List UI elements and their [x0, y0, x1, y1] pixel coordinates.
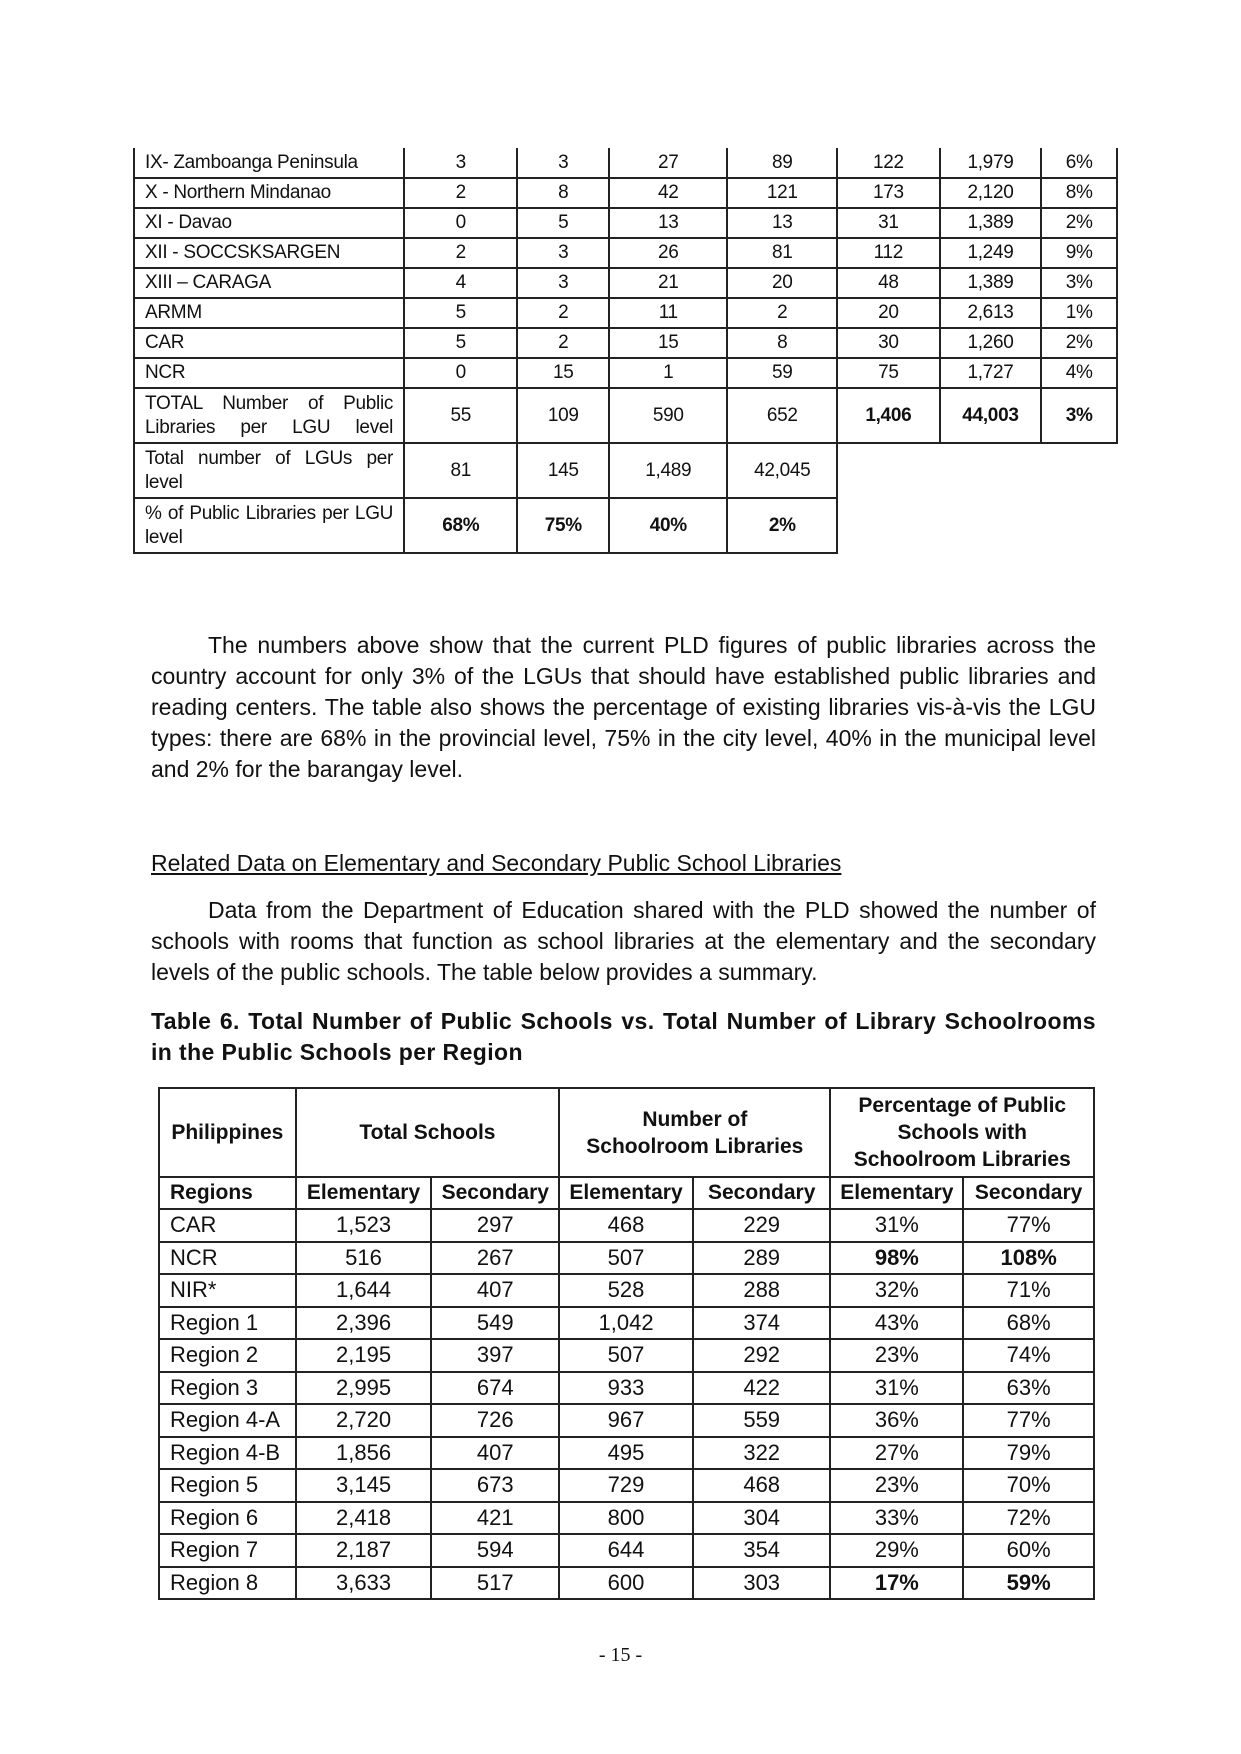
table-cell: 3: [404, 148, 517, 178]
table-cell: 600: [559, 1567, 693, 1600]
table-cell: 0: [404, 208, 517, 238]
table-cell: 43%: [830, 1307, 963, 1340]
table-row: [159, 1469, 1094, 1502]
table-cell: 726: [431, 1404, 559, 1437]
row-label: Total number of LGUs per level: [134, 443, 404, 498]
table-row: [159, 1274, 1094, 1307]
table-row: [159, 1242, 1094, 1275]
table-cell: 72%: [963, 1502, 1094, 1535]
table-cell: 6%: [1041, 148, 1117, 178]
table-cell: 42,045: [727, 443, 837, 498]
region-label: NIR*: [159, 1274, 296, 1307]
table-row: [134, 208, 1117, 238]
region-label: X - Northern Mindanao: [134, 178, 404, 208]
table-cell: 5: [517, 208, 609, 238]
table-cell: 145: [517, 443, 609, 498]
table-cell: 729: [559, 1469, 693, 1502]
table-cell: 79%: [963, 1437, 1094, 1470]
table-cell: 68%: [963, 1307, 1094, 1340]
region-label: NCR: [159, 1242, 296, 1275]
table-cell: 397: [431, 1339, 559, 1372]
table-cell: 8: [727, 328, 837, 358]
table-cell: 1,389: [940, 268, 1042, 298]
table-cell: 559: [693, 1404, 831, 1437]
table-cell: 27%: [830, 1437, 963, 1470]
table-row: [159, 1372, 1094, 1405]
table-cell: 468: [559, 1209, 693, 1242]
lgu-libraries-table: [133, 148, 1118, 554]
table-cell: 1%: [1041, 298, 1117, 328]
region-label: Region 8: [159, 1567, 296, 1600]
table-cell: 15: [517, 358, 609, 388]
table-cell: 1,644: [296, 1274, 432, 1307]
table-cell: 15: [609, 328, 727, 358]
table-cell: 4%: [1041, 358, 1117, 388]
region-label: Region 6: [159, 1502, 296, 1535]
table-cell: 2,195: [296, 1339, 432, 1372]
region-label: XII - SOCCSKSARGEN: [134, 238, 404, 268]
table-row: [134, 443, 1117, 498]
table-cell: 267: [431, 1242, 559, 1275]
table-cell: 967: [559, 1404, 693, 1437]
table-row: [134, 298, 1117, 328]
table-cell: 590: [609, 388, 727, 443]
table-cell: 81: [404, 443, 517, 498]
table-cell: 1,856: [296, 1437, 432, 1470]
table-cell: 36%: [830, 1404, 963, 1437]
table-row: [134, 358, 1117, 388]
region-label: Region 3: [159, 1372, 296, 1405]
table-cell: 517: [431, 1567, 559, 1600]
table-cell: 55: [404, 388, 517, 443]
table-cell: 1,727: [940, 358, 1042, 388]
table-cell: 17%: [830, 1567, 963, 1600]
table-cell: 2,720: [296, 1404, 432, 1437]
table-cell: 422: [693, 1372, 831, 1405]
table-cell: 407: [431, 1274, 559, 1307]
table-cell: 2,613: [940, 298, 1042, 328]
header-total-schools: Total Schools: [296, 1088, 559, 1177]
table-cell: 23%: [830, 1469, 963, 1502]
table-cell: 40%: [609, 498, 727, 553]
table-cell: 644: [559, 1534, 693, 1567]
region-label: Region 1: [159, 1307, 296, 1340]
table-cell: 2,120: [940, 178, 1042, 208]
table-cell: 121: [727, 178, 837, 208]
table-cell: 122: [837, 148, 940, 178]
row-label: TOTAL Number of Public Libraries per LGU level: [134, 388, 404, 443]
table-cell: 2: [727, 298, 837, 328]
empty-cell: [837, 498, 940, 553]
table-cell: 0: [404, 358, 517, 388]
table-cell: 652: [727, 388, 837, 443]
table-cell: 109: [517, 388, 609, 443]
table-row: [159, 1339, 1094, 1372]
empty-cell: [1041, 498, 1117, 553]
table-cell: 26: [609, 238, 727, 268]
empty-cell: [940, 443, 1042, 498]
table-row: [159, 1534, 1094, 1567]
table-cell: 2: [517, 298, 609, 328]
table-cell: 89: [727, 148, 837, 178]
table-cell: 289: [693, 1242, 831, 1275]
table6-caption: Table 6. Total Number of Public Schools vs. Total Number of Library Schoolrooms in the Public Schools per Region: [151, 1008, 1096, 1065]
subheader-cell: Regions: [159, 1177, 296, 1209]
table-cell: 75%: [517, 498, 609, 553]
subheader-cell: Secondary: [963, 1177, 1094, 1209]
table-cell: 1,042: [559, 1307, 693, 1340]
table-cell: 112: [837, 238, 940, 268]
table-cell: 374: [693, 1307, 831, 1340]
table-cell: 674: [431, 1372, 559, 1405]
table-cell: 11: [609, 298, 727, 328]
table-cell: 673: [431, 1469, 559, 1502]
table-cell: 98%: [830, 1242, 963, 1275]
table-cell: 4: [404, 268, 517, 298]
table-cell: 933: [559, 1372, 693, 1405]
table-cell: 48: [837, 268, 940, 298]
table-cell: 8%: [1041, 178, 1117, 208]
table-cell: 2%: [1041, 328, 1117, 358]
table-cell: 1,523: [296, 1209, 432, 1242]
table-cell: 3,633: [296, 1567, 432, 1600]
table-cell: 31: [837, 208, 940, 238]
region-label: XIII – CARAGA: [134, 268, 404, 298]
table-cell: 297: [431, 1209, 559, 1242]
empty-cell: [1041, 443, 1117, 498]
table-cell: 32%: [830, 1274, 963, 1307]
table-cell: 507: [559, 1242, 693, 1275]
table-cell: 42: [609, 178, 727, 208]
table-cell: 31%: [830, 1209, 963, 1242]
subheader-cell: Elementary: [830, 1177, 963, 1209]
table-cell: 23%: [830, 1339, 963, 1372]
table-cell: 71%: [963, 1274, 1094, 1307]
table-row: [159, 1567, 1094, 1600]
table-cell: 3%: [1041, 268, 1117, 298]
table-cell: 322: [693, 1437, 831, 1470]
table-cell: 1,389: [940, 208, 1042, 238]
table-cell: 31%: [830, 1372, 963, 1405]
region-label: CAR: [134, 328, 404, 358]
table-cell: 3: [517, 238, 609, 268]
table-cell: 303: [693, 1567, 831, 1600]
table-cell: 70%: [963, 1469, 1094, 1502]
table-cell: 3: [517, 268, 609, 298]
table-cell: 800: [559, 1502, 693, 1535]
table-cell: 5: [404, 328, 517, 358]
table-cell: 516: [296, 1242, 432, 1275]
table-cell: 2%: [727, 498, 837, 553]
region-label: Region 2: [159, 1339, 296, 1372]
table-cell: 1,406: [837, 388, 940, 443]
table-cell: 3%: [1041, 388, 1117, 443]
table-cell: 507: [559, 1339, 693, 1372]
subheader-cell: Elementary: [559, 1177, 693, 1209]
table-cell: 2,187: [296, 1534, 432, 1567]
page-number: - 15 -: [598, 1644, 643, 1666]
table-cell: 528: [559, 1274, 693, 1307]
table-cell: 27: [609, 148, 727, 178]
subheader-cell: Secondary: [431, 1177, 559, 1209]
section-heading: Related Data on Elementary and Secondary Public School Libraries: [151, 850, 842, 876]
table-cell: 59: [727, 358, 837, 388]
table-cell: 1,260: [940, 328, 1042, 358]
table-cell: 304: [693, 1502, 831, 1535]
table-cell: 33%: [830, 1502, 963, 1535]
table-row: [134, 268, 1117, 298]
table-cell: 21: [609, 268, 727, 298]
table-cell: 81: [727, 238, 837, 268]
table-cell: 3,145: [296, 1469, 432, 1502]
table-cell: 74%: [963, 1339, 1094, 1372]
table-cell: 1,979: [940, 148, 1042, 178]
table-cell: 13: [727, 208, 837, 238]
header-percentage: Percentage of Public Schools with Schoolroom Libraries: [830, 1088, 1094, 1177]
table-cell: 229: [693, 1209, 831, 1242]
table-cell: 2%: [1041, 208, 1117, 238]
table-cell: 1,249: [940, 238, 1042, 268]
table-cell: 63%: [963, 1372, 1094, 1405]
table-cell: 75: [837, 358, 940, 388]
table-cell: 8: [517, 178, 609, 208]
table-cell: 59%: [963, 1567, 1094, 1600]
table-cell: 77%: [963, 1209, 1094, 1242]
table-cell: 30: [837, 328, 940, 358]
region-label: Region 5: [159, 1469, 296, 1502]
subheader-cell: Elementary: [296, 1177, 432, 1209]
table-row: [134, 178, 1117, 208]
table-cell: 13: [609, 208, 727, 238]
table-cell: 495: [559, 1437, 693, 1470]
table-cell: 60%: [963, 1534, 1094, 1567]
table-cell: 354: [693, 1534, 831, 1567]
table-row: [134, 388, 1117, 443]
region-label: NCR: [134, 358, 404, 388]
table-cell: 9%: [1041, 238, 1117, 268]
table-cell: 407: [431, 1437, 559, 1470]
table-cell: 20: [727, 268, 837, 298]
table-cell: 2,995: [296, 1372, 432, 1405]
table-cell: 77%: [963, 1404, 1094, 1437]
paragraph-lgu-summary: The numbers above show that the current PLD figures of public libraries across the country account for only 3% of the LGUs that should have established public libraries and reading centers. The table also shows the percentage of existing libraries vis-à-vis the LGU types: there are 68% in the provincial level, 75% in the city level, 40% in the municipal level and 2% for the barangay level.: [151, 632, 1096, 782]
table-row: [159, 1502, 1094, 1535]
table-row: [134, 148, 1117, 178]
region-label: Region 4-B: [159, 1437, 296, 1470]
table-cell: 421: [431, 1502, 559, 1535]
region-label: CAR: [159, 1209, 296, 1242]
table-cell: 29%: [830, 1534, 963, 1567]
region-label: XI - Davao: [134, 208, 404, 238]
table-cell: 292: [693, 1339, 831, 1372]
region-label: IX- Zamboanga Peninsula: [134, 148, 404, 178]
table-cell: 173: [837, 178, 940, 208]
table-row: [159, 1404, 1094, 1437]
empty-cell: [837, 443, 940, 498]
table-cell: 108%: [963, 1242, 1094, 1275]
table-cell: 2,418: [296, 1502, 432, 1535]
table-cell: 44,003: [940, 388, 1042, 443]
table-cell: 2: [517, 328, 609, 358]
table-row: [134, 238, 1117, 268]
school-libraries-table: [158, 1087, 1095, 1600]
subheader-cell: Secondary: [693, 1177, 831, 1209]
table-row: [159, 1437, 1094, 1470]
table-cell: 2: [404, 238, 517, 268]
header-philippines: Philippines: [159, 1088, 296, 1177]
table-cell: 2: [404, 178, 517, 208]
table-cell: 468: [693, 1469, 831, 1502]
table-cell: 288: [693, 1274, 831, 1307]
table-cell: 549: [431, 1307, 559, 1340]
table-row: [159, 1307, 1094, 1340]
region-label: Region 7: [159, 1534, 296, 1567]
table-row: [134, 328, 1117, 358]
table-cell: 1,489: [609, 443, 727, 498]
region-label: ARMM: [134, 298, 404, 328]
table-cell: 594: [431, 1534, 559, 1567]
region-label: Region 4-A: [159, 1404, 296, 1437]
empty-cell: [940, 498, 1042, 553]
table-cell: 68%: [404, 498, 517, 553]
row-label: % of Public Libraries per LGU level: [134, 498, 404, 553]
table-cell: 1: [609, 358, 727, 388]
table-cell: 3: [517, 148, 609, 178]
paragraph-deped-data: Data from the Department of Education shared with the PLD showed the number of schools with rooms that function as school libraries at the elementary and the secondary levels of the public schools. The table below provides a summary.: [151, 897, 1096, 985]
table-row: [134, 498, 1117, 553]
table-row: [159, 1209, 1094, 1242]
table-cell: 2,396: [296, 1307, 432, 1340]
table-cell: 5: [404, 298, 517, 328]
header-schoolroom-libraries: Number of Schoolroom Libraries: [559, 1088, 830, 1177]
table-cell: 20: [837, 298, 940, 328]
